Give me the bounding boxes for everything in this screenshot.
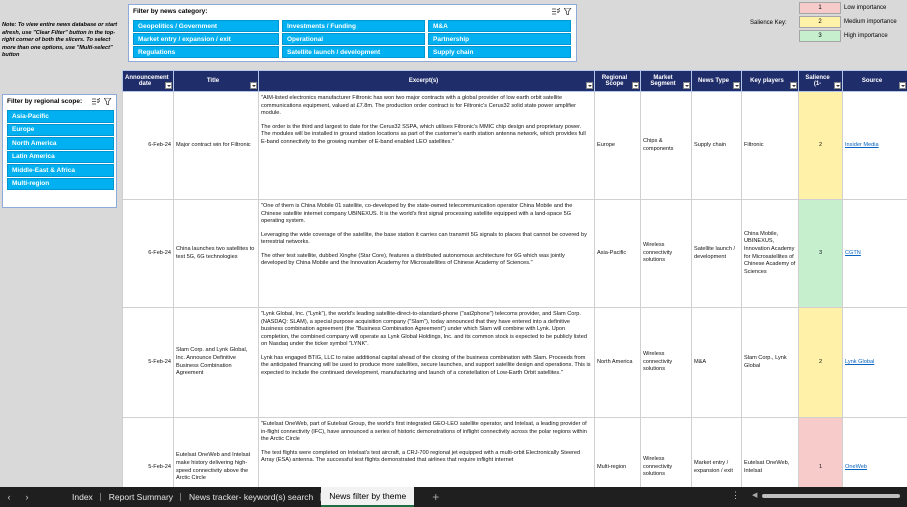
tab-index[interactable]: Index	[64, 487, 101, 507]
region-slicer-header	[3, 95, 116, 108]
source-link[interactable]: OneWeb	[845, 463, 867, 470]
header-label: Title	[206, 78, 220, 84]
filter-dropdown-icon[interactable]	[250, 82, 257, 89]
cell-salience[interactable]: 2	[799, 308, 843, 418]
header-label: Salience (1-	[805, 75, 830, 87]
region-north-america[interactable]: North America	[7, 137, 114, 150]
salience-key-text: Low importance	[844, 5, 887, 11]
category-investments[interactable]: Investments / Funding	[282, 20, 425, 32]
category-slicer-title: Filter by news category:	[133, 8, 208, 15]
header-announcement-date	[123, 71, 174, 92]
source-link[interactable]: Lynk Global	[845, 358, 875, 365]
excerpt-paragraph: The other test satellite, dubbed Xinghe (Star Core), features a distributed autonomous architecture for 6G which was jointly developed by China Mobile and the Innovation Academy for Microsatellites of Chinese Academy of Sciences."	[261, 252, 565, 267]
filter-dropdown-icon[interactable]	[733, 82, 740, 89]
excerpt-paragraph: "One of them is China Mobile 01 satellite, co-developed by the state-owned telecommunication operator China Mobile and the Chinese satellite internet company UBINEXUS. It is the world's first signal processing satellite equipped with a land-space 5G operating system.	[261, 203, 573, 225]
chevron-right-icon[interactable]: ›	[25, 492, 29, 502]
table-header-row	[123, 71, 907, 92]
category-regulations[interactable]: Regulations	[133, 46, 279, 58]
cell-salience[interactable]: 3	[799, 200, 843, 308]
chevron-left-icon[interactable]: ‹	[7, 492, 11, 502]
cell-excerpt[interactable]	[259, 308, 595, 418]
filter-dropdown-icon[interactable]	[632, 82, 639, 89]
source-link[interactable]: CGTN	[845, 249, 861, 256]
category-ma[interactable]: M&A	[428, 20, 571, 32]
header-label: Excerpt(s)	[408, 78, 439, 84]
instruction-note	[2, 22, 120, 60]
cell-news-type[interactable]: Supply chain	[692, 92, 742, 200]
cell-excerpt[interactable]	[259, 200, 595, 308]
excerpt-paragraph: Lynk has engaged BTIG, LLC to raise additional capital ahead of the closing of the business combination with Slam. Proceeds from the anticipated financing will be used to produce more satellites, secure launches, and support satellite design and operations. This is expected to include the continued development, manufacturing and launch of a constellation of Low-Earth Orbit satellites."	[261, 354, 591, 376]
cell-segment[interactable]: Chips & components	[641, 92, 692, 200]
excerpt-paragraph: "Lynk Global, Inc. ("Lynk"), the world's leading satellite-direct-to-standard-phone ("sat2phone") telecoms provider, and Slam Corp. (NASDAQ: SLAM), a special purpose acquisition company ("Slam"), today announced that they have entered into a definitive business combination agreement (the "Business Combination Agreement") under which Slam will combine with Lynk. Upon completion, the combined company will operate as Lynk Global Holdings, Inc. and its common stock is expected to be publicly listed on Nasdaq under the ticker symbol "LYNK".	[261, 311, 587, 348]
region-latin-america[interactable]: Latin America	[7, 151, 114, 164]
excerpt-paragraph: Leveraging the wide coverage of the satellite, the base station it carries can transmit 5G signals to places that cannot be covered by terrestrial networks.	[261, 231, 587, 246]
news-table	[122, 70, 907, 487]
salience-key-row-medium	[799, 16, 899, 28]
cell-salience[interactable]: 1	[799, 418, 843, 488]
salience-key-text: High importance	[844, 33, 888, 39]
header-key-players	[742, 71, 799, 92]
category-slicer	[128, 4, 577, 62]
filter-dropdown-icon[interactable]	[586, 82, 593, 89]
cell-segment[interactable]: Wireless connectivity solutions	[641, 200, 692, 308]
salience-key-label: Salience Key:	[750, 20, 787, 26]
excerpt-paragraph: The test flights were completed on Intelsat's test aircraft, a CRJ-700 regional jet equipped with a multi-orbit Electronically Steered Array (ESA) antenna. The successful test flights demonstrated that airlines that require inflight internet	[261, 449, 581, 464]
cell-key-players[interactable]: Eutelsat OneWeb, Intelsat	[742, 418, 799, 488]
category-supply-chain[interactable]: Supply chain	[428, 46, 571, 58]
note-text: Note: To view entire news database or start afresh, use "Clear Filter" button in the top-right corner of both the slicers. To select more than one options, use "Multi-select" button	[2, 22, 118, 59]
cell-region[interactable]: Multi-region	[595, 418, 641, 488]
header-label: Source	[861, 78, 883, 84]
header-title	[174, 71, 259, 92]
category-slicer-header	[129, 5, 576, 18]
salience-key-row-low	[799, 2, 899, 14]
category-partnership[interactable]: Partnership	[428, 33, 571, 45]
header-excerpts	[259, 71, 595, 92]
multi-select-icon[interactable]	[552, 8, 560, 15]
header-regional-scope	[595, 71, 641, 92]
tab-report-summary[interactable]: Report Summary	[101, 487, 181, 507]
cell-region[interactable]: Asia-Pacific	[595, 200, 641, 308]
filter-dropdown-icon[interactable]	[683, 82, 690, 89]
scrollbar-thumb[interactable]	[762, 494, 900, 498]
region-multi-region[interactable]: Multi-region	[7, 178, 114, 191]
cell-region[interactable]: North America	[595, 308, 641, 418]
excerpt-paragraph: "Eutelsat OneWeb, part of Eutelsat Group, the world's first integrated GEO-LEO satellite operator, and Intelsat, a leading provider of in-flight connectivity (IFC), have announced a series of historic demonstrations of inflight connectivity across the polar regions within the Arctic Circle	[261, 421, 587, 443]
active-tab-label: News filter by theme	[329, 491, 407, 501]
salience-key-row-high	[799, 30, 899, 42]
source-link[interactable]: Insider Media	[845, 141, 879, 148]
add-sheet-icon[interactable]: +	[432, 490, 440, 504]
salience-swatch: 1	[799, 2, 841, 14]
cell-segment[interactable]: Wireless connectivity solutions	[641, 418, 692, 488]
header-salience	[799, 71, 843, 92]
filter-dropdown-icon[interactable]	[834, 82, 841, 89]
region-europe[interactable]: Europe	[7, 124, 114, 137]
cell-excerpt[interactable]	[259, 92, 595, 200]
cell-key-players[interactable]: China Mobile, UBINEXUS, Innovation Academy for Microsatellites of Chinese Academy of Sciences	[742, 200, 799, 308]
table-row	[123, 418, 907, 488]
cell-region[interactable]: Europe	[595, 92, 641, 200]
filter-dropdown-icon[interactable]	[899, 82, 906, 89]
cell-excerpt[interactable]	[259, 418, 595, 488]
cell-key-players[interactable]: Filtronic	[742, 92, 799, 200]
header-label: Announcement date	[125, 75, 169, 87]
cell-date[interactable]: 6-Feb-24	[123, 92, 174, 200]
tab-news-filter-by-theme[interactable]	[321, 487, 414, 507]
cell-salience[interactable]: 2	[799, 92, 843, 200]
table-row	[123, 200, 907, 308]
header-label: Market Segment	[650, 75, 676, 87]
horizontal-scrollbar[interactable]	[752, 492, 904, 500]
salience-key-text: Medium importance	[844, 19, 897, 25]
cell-title[interactable]: Major contract win for Filtronic	[174, 92, 259, 200]
clear-filter-icon[interactable]	[564, 8, 572, 15]
region-asia-pacific[interactable]: Asia-Pacific	[7, 110, 114, 123]
header-label: Key players	[750, 78, 784, 84]
cell-title[interactable]: Eutelsat OneWeb and Intelsat make history delivering high-speed connectivity above the Arctic Circle	[174, 418, 259, 488]
table-row	[123, 308, 907, 418]
salience-swatch: 3	[799, 30, 841, 42]
salience-key	[742, 2, 902, 44]
category-market-entry[interactable]: Market entry / expansion / exit	[133, 33, 279, 45]
cell-news-type[interactable]: Market entry / expansion / exit	[692, 418, 742, 488]
header-label: Regional Scope	[601, 75, 628, 87]
header-market-segment	[641, 71, 692, 92]
excerpt-paragraph: The order is the third and largest to date for the Cerus32 SSPA, which utilises Filtronic's MMIC chip design and proprietary power. The modules will be installed in ground station locations as part of the customer's earth station antenna network, which provides full E-band connectivity to the growing number of E-band enabled LEO satellites."	[261, 123, 586, 145]
cell-title[interactable]: Slam Corp. and Lynk Global, Inc. Announce Definitive Business Combination Agreement	[174, 308, 259, 418]
category-geopolitics[interactable]: Geopolitics / Government	[133, 20, 279, 32]
news-table-area	[122, 70, 907, 487]
clear-filter-icon[interactable]	[104, 98, 112, 105]
cell-date[interactable]: 5-Feb-24	[123, 308, 174, 418]
header-news-type	[692, 71, 742, 92]
filter-dropdown-icon[interactable]	[165, 82, 172, 89]
region-slicer	[2, 94, 117, 208]
header-source	[843, 71, 907, 92]
excerpt-paragraph: "AIM-listed electronics manufacturer Filtronic has won two major contracts with a global provider of low earth orbit satellite communications equipment, valued at £7.8m. The production order contract is for Filtronic's Cerus32 solid state power amplifier module.	[261, 95, 576, 117]
header-label: News Type	[698, 78, 729, 84]
cell-date[interactable]: 5-Feb-24	[123, 418, 174, 488]
cell-title[interactable]: China launches two satellites to test 5G, 6G technologies	[174, 200, 259, 308]
cell-segment[interactable]: Wireless connectivity solutions	[641, 308, 692, 418]
cell-key-players[interactable]: Slam Corp., Lynk Global	[742, 308, 799, 418]
cell-news-type[interactable]: Satellite launch / development	[692, 200, 742, 308]
multi-select-icon[interactable]	[92, 98, 100, 105]
cell-source[interactable]	[843, 308, 907, 418]
category-operational[interactable]: Operational	[282, 33, 425, 45]
tab-news-tracker[interactable]: News tracker- keyword(s) search	[181, 487, 321, 507]
category-satellite-launch[interactable]: Satellite launch / development	[282, 46, 425, 58]
cell-date[interactable]: 6-Feb-24	[123, 200, 174, 308]
scroll-left-icon[interactable]: ◀	[752, 492, 758, 499]
more-options-icon[interactable]: ⋮	[731, 490, 740, 500]
table-row	[123, 92, 907, 200]
cell-news-type[interactable]: M&A	[692, 308, 742, 418]
salience-swatch: 2	[799, 16, 841, 28]
region-slicer-title: Filter by regional scope:	[7, 98, 83, 105]
cell-source[interactable]	[843, 200, 907, 308]
region-middle-east-africa[interactable]: Middle-East & Africa	[7, 164, 114, 177]
cell-source[interactable]	[843, 92, 907, 200]
cell-source[interactable]	[843, 418, 907, 488]
filter-dropdown-icon[interactable]	[790, 82, 797, 89]
